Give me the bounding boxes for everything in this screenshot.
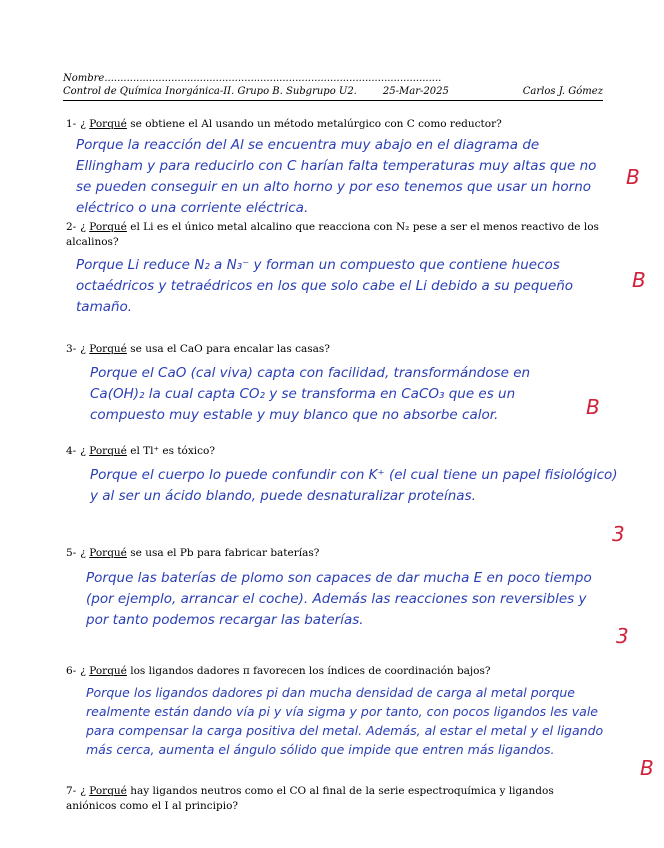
- header-line: [63, 86, 603, 101]
- grade-mark-6: B: [640, 756, 654, 780]
- question-2: 2- ¿ Porqué el Li es el único metal alcalino que reacciona con N₂ pese a ser el menos reactivo de los alcalinos?: [66, 221, 599, 248]
- course-title: Control de Química Inorgánica-II. Grupo B. Subgrupo U2.: [63, 86, 357, 97]
- answer-4: Porque el cuerpo lo puede confundir con K⁺ (el cual tiene un papel fisiológico) y al ser un ácido blando, puede desnaturalizar proteínas.: [90, 467, 618, 504]
- question-7: 7- ¿ Porqué hay ligandos neutros como el CO al final de la serie espectroquímica y ligandos aniónicos como el I al principio?: [66, 785, 554, 812]
- question-1: 1- ¿ Porqué se obtiene el Al usando un método metalúrgico con C como reductor?: [66, 118, 502, 130]
- grade-mark-3: B: [586, 395, 600, 419]
- question-3: 3- ¿ Porqué se usa el CaO para encalar las casas?: [66, 343, 330, 355]
- question-5: 5- ¿ Porqué se usa el Pb para fabricar baterías?: [66, 547, 320, 559]
- grade-mark-4: 3: [612, 522, 625, 546]
- answer-1: Porque la reacción del Al se encuentra muy abajo en el diagrama de Ellingham y para reducirlo con C harían falta temperaturas muy altas que no se pueden conseguir en un alto horno y por eso tenemos que usar un horno eléctrico o una corriente eléctrica.: [76, 137, 597, 216]
- question-6: 6- ¿ Porqué los ligandos dadores π favorecen los índices de coordinación bajos?: [66, 665, 491, 677]
- answer-2: Porque Li reduce N₂ a N₃⁻ y forman un compuesto que contiene huecos octaédricos y tetraédricos en los que solo cabe el Li debido a su pequeño tamaño.: [76, 257, 574, 315]
- teacher-name: Carlos J. Gómez: [522, 86, 603, 97]
- exam-date: 25-Mar-2025: [382, 86, 449, 97]
- answer-6: Porque los ligandos dadores pi dan mucha densidad de carga al metal porque realmente están dando vía pi y vía sigma y por tanto, con pocos ligandos les vale para compensar la carga positiva del metal. Además, al estar el metal y el ligando más cerca, aumenta el ángulo sólido que impide que entren más ligandos.: [86, 685, 604, 757]
- question-4: 4- ¿ Porqué el Tl⁺ es tóxico?: [66, 445, 215, 457]
- grade-mark-5: 3: [616, 624, 629, 648]
- grade-mark-1: B: [626, 165, 640, 189]
- answer-3: Porque el CaO (cal viva) capta con facilidad, transformándose en Ca(OH)₂ la cual capta CO₂ y se transforma en CaCO₃ que es un compuesto muy estable y muy blanco que no absorbe calor.: [90, 365, 531, 423]
- answer-5: Porque las baterías de plomo son capaces de dar mucha E en poco tiempo (por ejemplo, arrancar el coche). Además las reacciones son reversibles y por tanto podemos recargar las baterías.: [86, 570, 592, 628]
- name-line: Nombre..........................................................................................................: [63, 73, 442, 84]
- grade-mark-2: B: [632, 268, 646, 292]
